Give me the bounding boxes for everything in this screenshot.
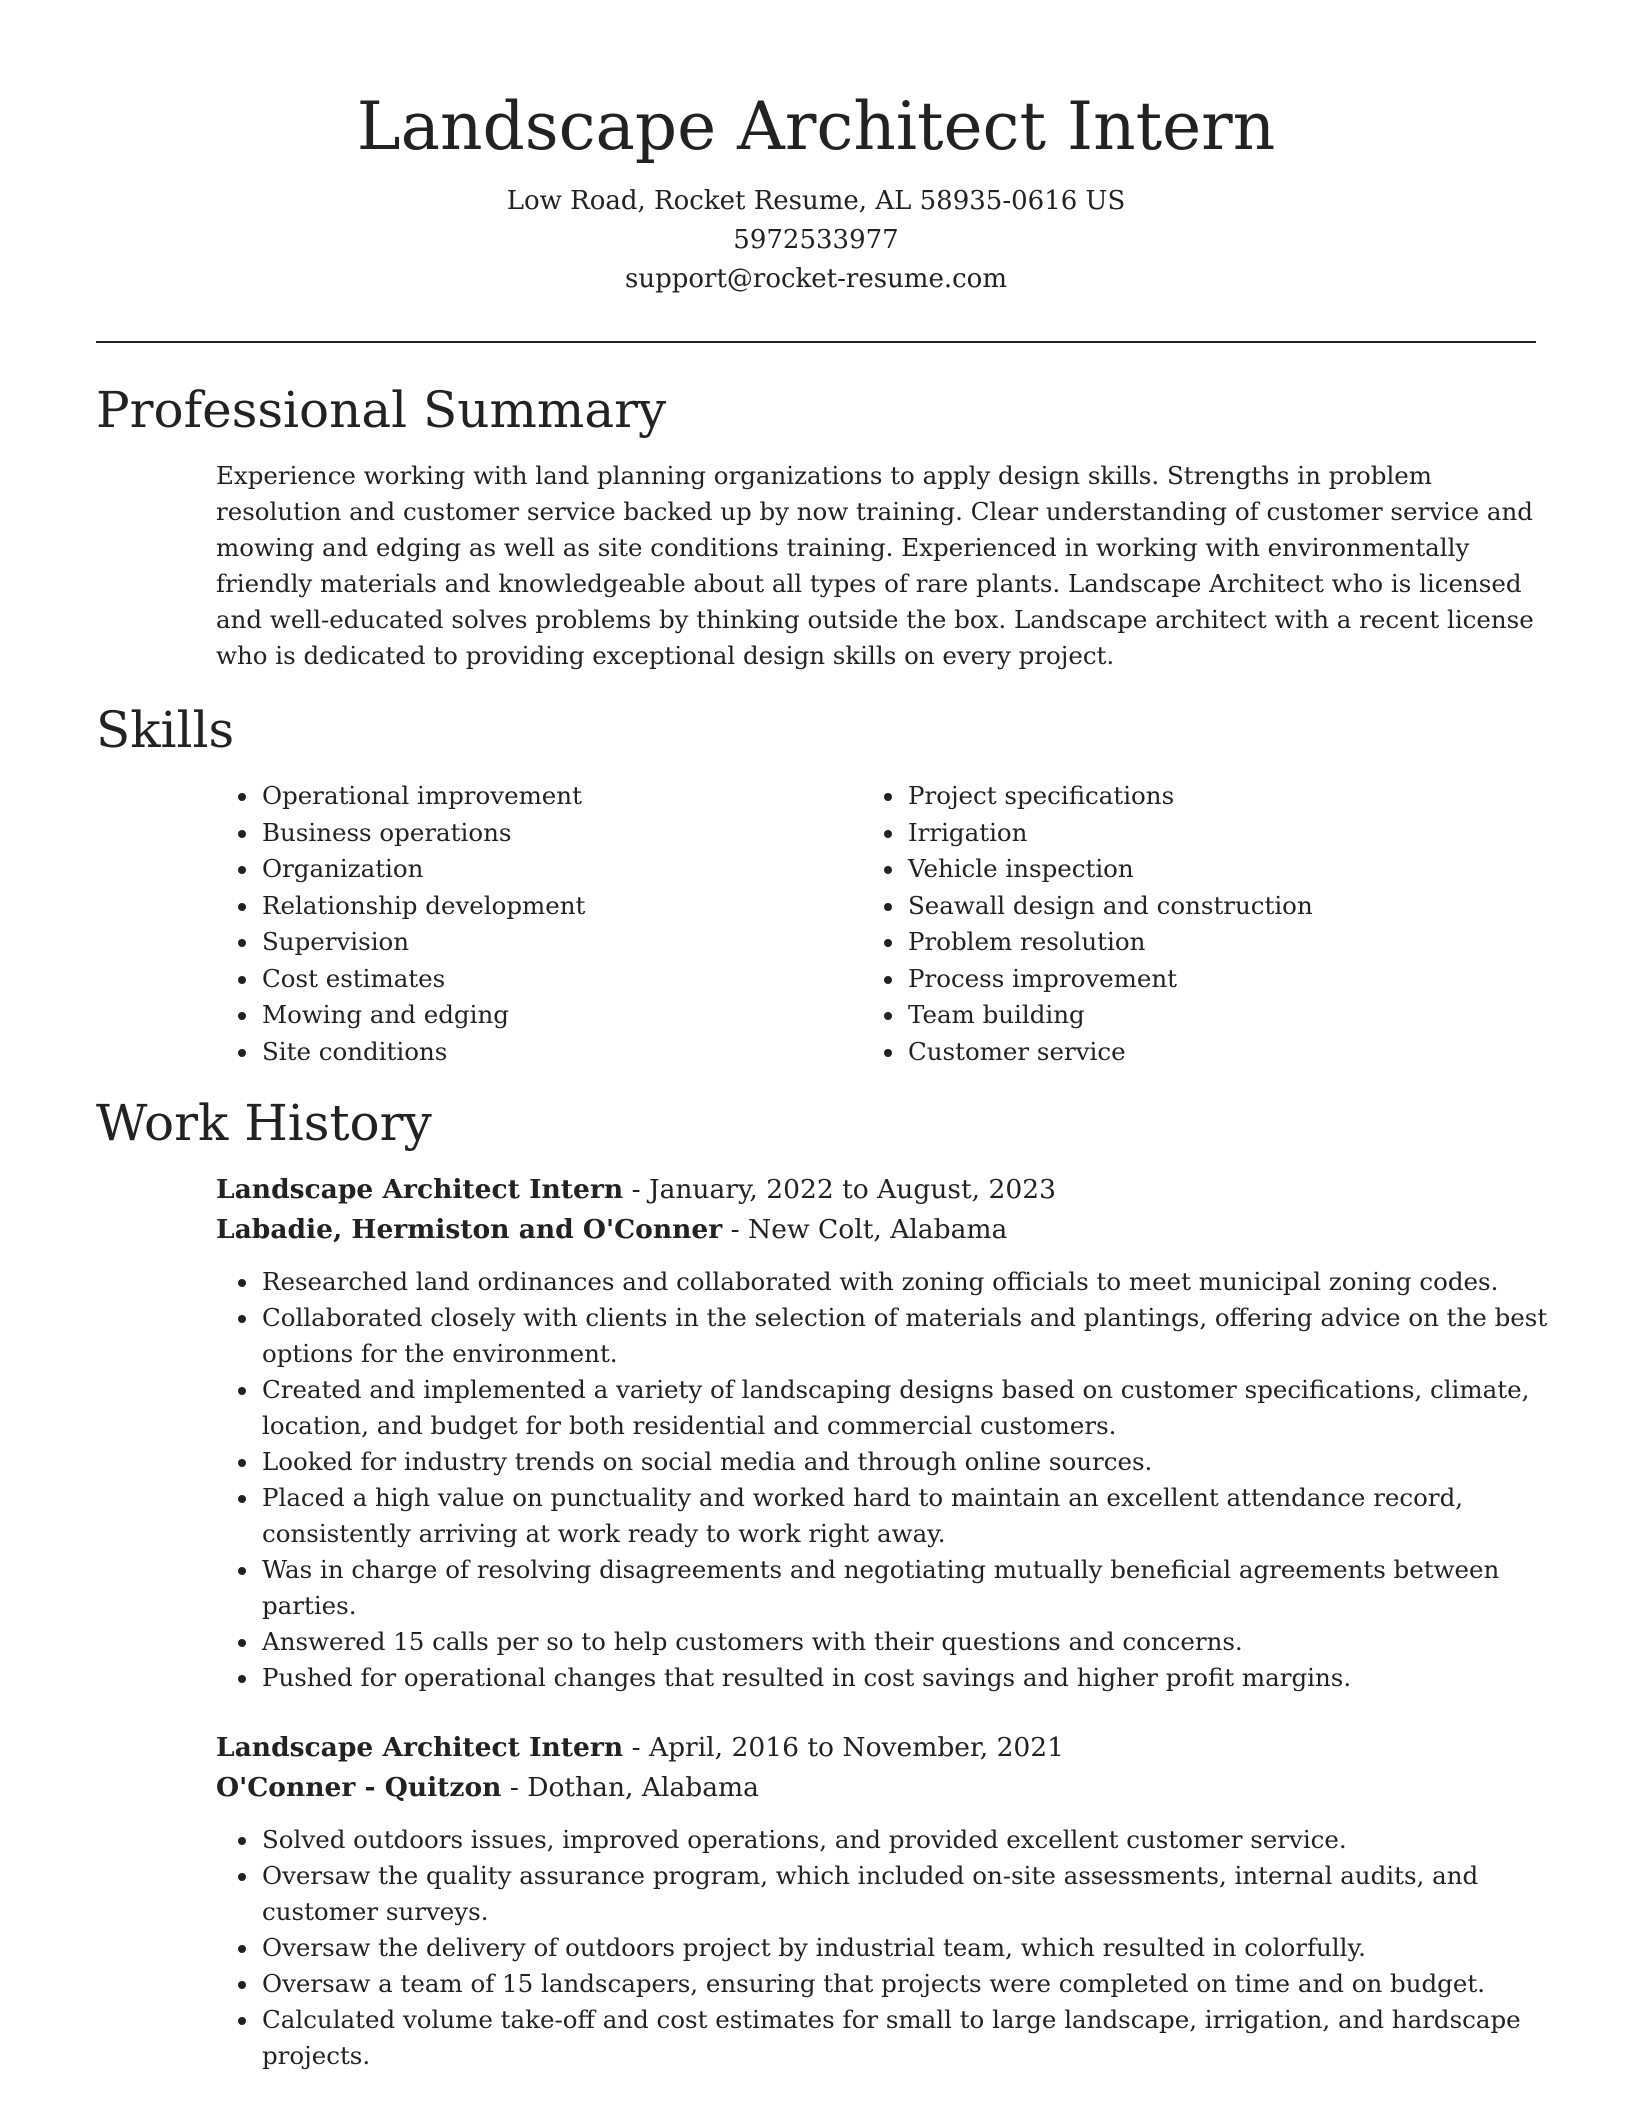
skills-list-left: [216, 778, 820, 1070]
section-title-summary: Professional Summary: [96, 381, 667, 439]
duty-item: • Researched land ordinances and collaborated with zoning officials to meet municipal zoning codes.: [260, 1264, 1580, 1300]
job-company-line: [216, 1768, 759, 1808]
section-title-work-history: Work History: [96, 1094, 432, 1152]
duty-item: • Oversaw the quality assurance program, which included on-site assessments, internal audits, and customer surveys.: [260, 1858, 1580, 1930]
skill-item: • Site conditions: [260, 1034, 820, 1071]
phone: 5972533977: [733, 225, 899, 255]
skill-item: • Project specifications: [906, 778, 1566, 815]
duty-item: • Solved outdoors issues, improved operations, and provided excellent customer service.: [260, 1822, 1580, 1858]
job-dates: - April, 2016 to November, 2021: [623, 1732, 1065, 1763]
duty-item: • Pushed for operational changes that resulted in cost savings and higher profit margins.: [260, 1660, 1580, 1696]
section-title-skills: Skills: [96, 701, 235, 759]
duty-item: • Oversaw the delivery of outdoors project by industrial team, which resulted in colorfully.: [260, 1930, 1580, 1966]
skill-item: • Operational improvement: [260, 778, 820, 815]
skill-item: • Relationship development: [260, 888, 820, 925]
duty-item: • Collaborated closely with clients in the selection of materials and plantings, offering advice on the best options for the environment.: [260, 1300, 1580, 1372]
duty-item: • Looked for industry trends on social media and through online sources.: [260, 1444, 1580, 1480]
job-company-line: [216, 1210, 1007, 1250]
duty-item: • Oversaw a team of 15 landscapers, ensuring that projects were completed on time and on budget.: [260, 1966, 1580, 2002]
skill-item: • Problem resolution: [906, 924, 1566, 961]
job-location: - Dothan, Alabama: [501, 1772, 759, 1803]
duty-item: • Created and implemented a variety of landscaping designs based on customer specifications, climate, location, and budget for both residential and commercial customers.: [260, 1372, 1580, 1444]
job-role: Landscape Architect Intern: [216, 1174, 624, 1205]
duty-item: • Answered 15 calls per so to help customers with their questions and concerns.: [260, 1624, 1580, 1660]
skill-item: • Supervision: [260, 924, 820, 961]
job-role: Landscape Architect Intern: [216, 1732, 624, 1763]
header-divider: [96, 341, 1536, 343]
job-duties-list: [216, 1264, 1580, 1696]
skill-item: • Cost estimates: [260, 961, 820, 998]
skill-item: • Team building: [906, 997, 1566, 1034]
duty-item: • Calculated volume take-off and cost estimates for small to large landscape, irrigation, and hardscape projects.: [260, 2002, 1580, 2074]
job-title-line: [216, 1728, 1064, 1768]
skill-item: • Business operations: [260, 815, 820, 852]
resume-header: [0, 0, 1632, 299]
skill-item: • Organization: [260, 851, 820, 888]
skills-list-right: [862, 778, 1566, 1070]
skill-item: • Seawall design and construction: [906, 888, 1566, 925]
email: support@rocket-resume.com: [624, 264, 1007, 294]
skill-item: • Mowing and edging: [260, 997, 820, 1034]
job-company: O'Conner - Quitzon: [216, 1772, 502, 1803]
skill-item: • Process improvement: [906, 961, 1566, 998]
candidate-name: Landscape Architect Intern: [356, 88, 1276, 165]
duty-item: • Placed a high value on punctuality and worked hard to maintain an excellent attendance record, consistently arriving at work ready to work right away.: [260, 1480, 1580, 1552]
job-title-line: [216, 1170, 1056, 1210]
job-dates: - January, 2022 to August, 2023: [623, 1174, 1056, 1205]
skill-item: • Vehicle inspection: [906, 851, 1566, 888]
job-location: - New Colt, Alabama: [722, 1214, 1008, 1245]
contact-block: [0, 182, 1632, 299]
skill-item: • Customer service: [906, 1034, 1566, 1071]
duty-item: • Was in charge of resolving disagreements and negotiating mutually beneficial agreements between parties.: [260, 1552, 1580, 1624]
skill-item: • Irrigation: [906, 815, 1566, 852]
job-duties-list: [216, 1822, 1580, 2074]
address: Low Road, Rocket Resume, AL 58935-0616 US: [506, 186, 1126, 216]
job-company: Labadie, Hermiston and O'Conner: [216, 1214, 723, 1245]
summary-text: Experience working with land planning organizations to apply design skills. Strengths in problem resolution and customer service backed up by now training. Clear understanding of customer service and mowing and edging as well as site conditions training. Experienced in working with environmentally friendly materials and knowledgeable about all types of rare plants. Landscape Architect who is licensed and well-educated solves problems by thinking outside the box. Landscape architect with a recent license who is dedicated to providing exceptional design skills on every project.: [216, 461, 1534, 670]
